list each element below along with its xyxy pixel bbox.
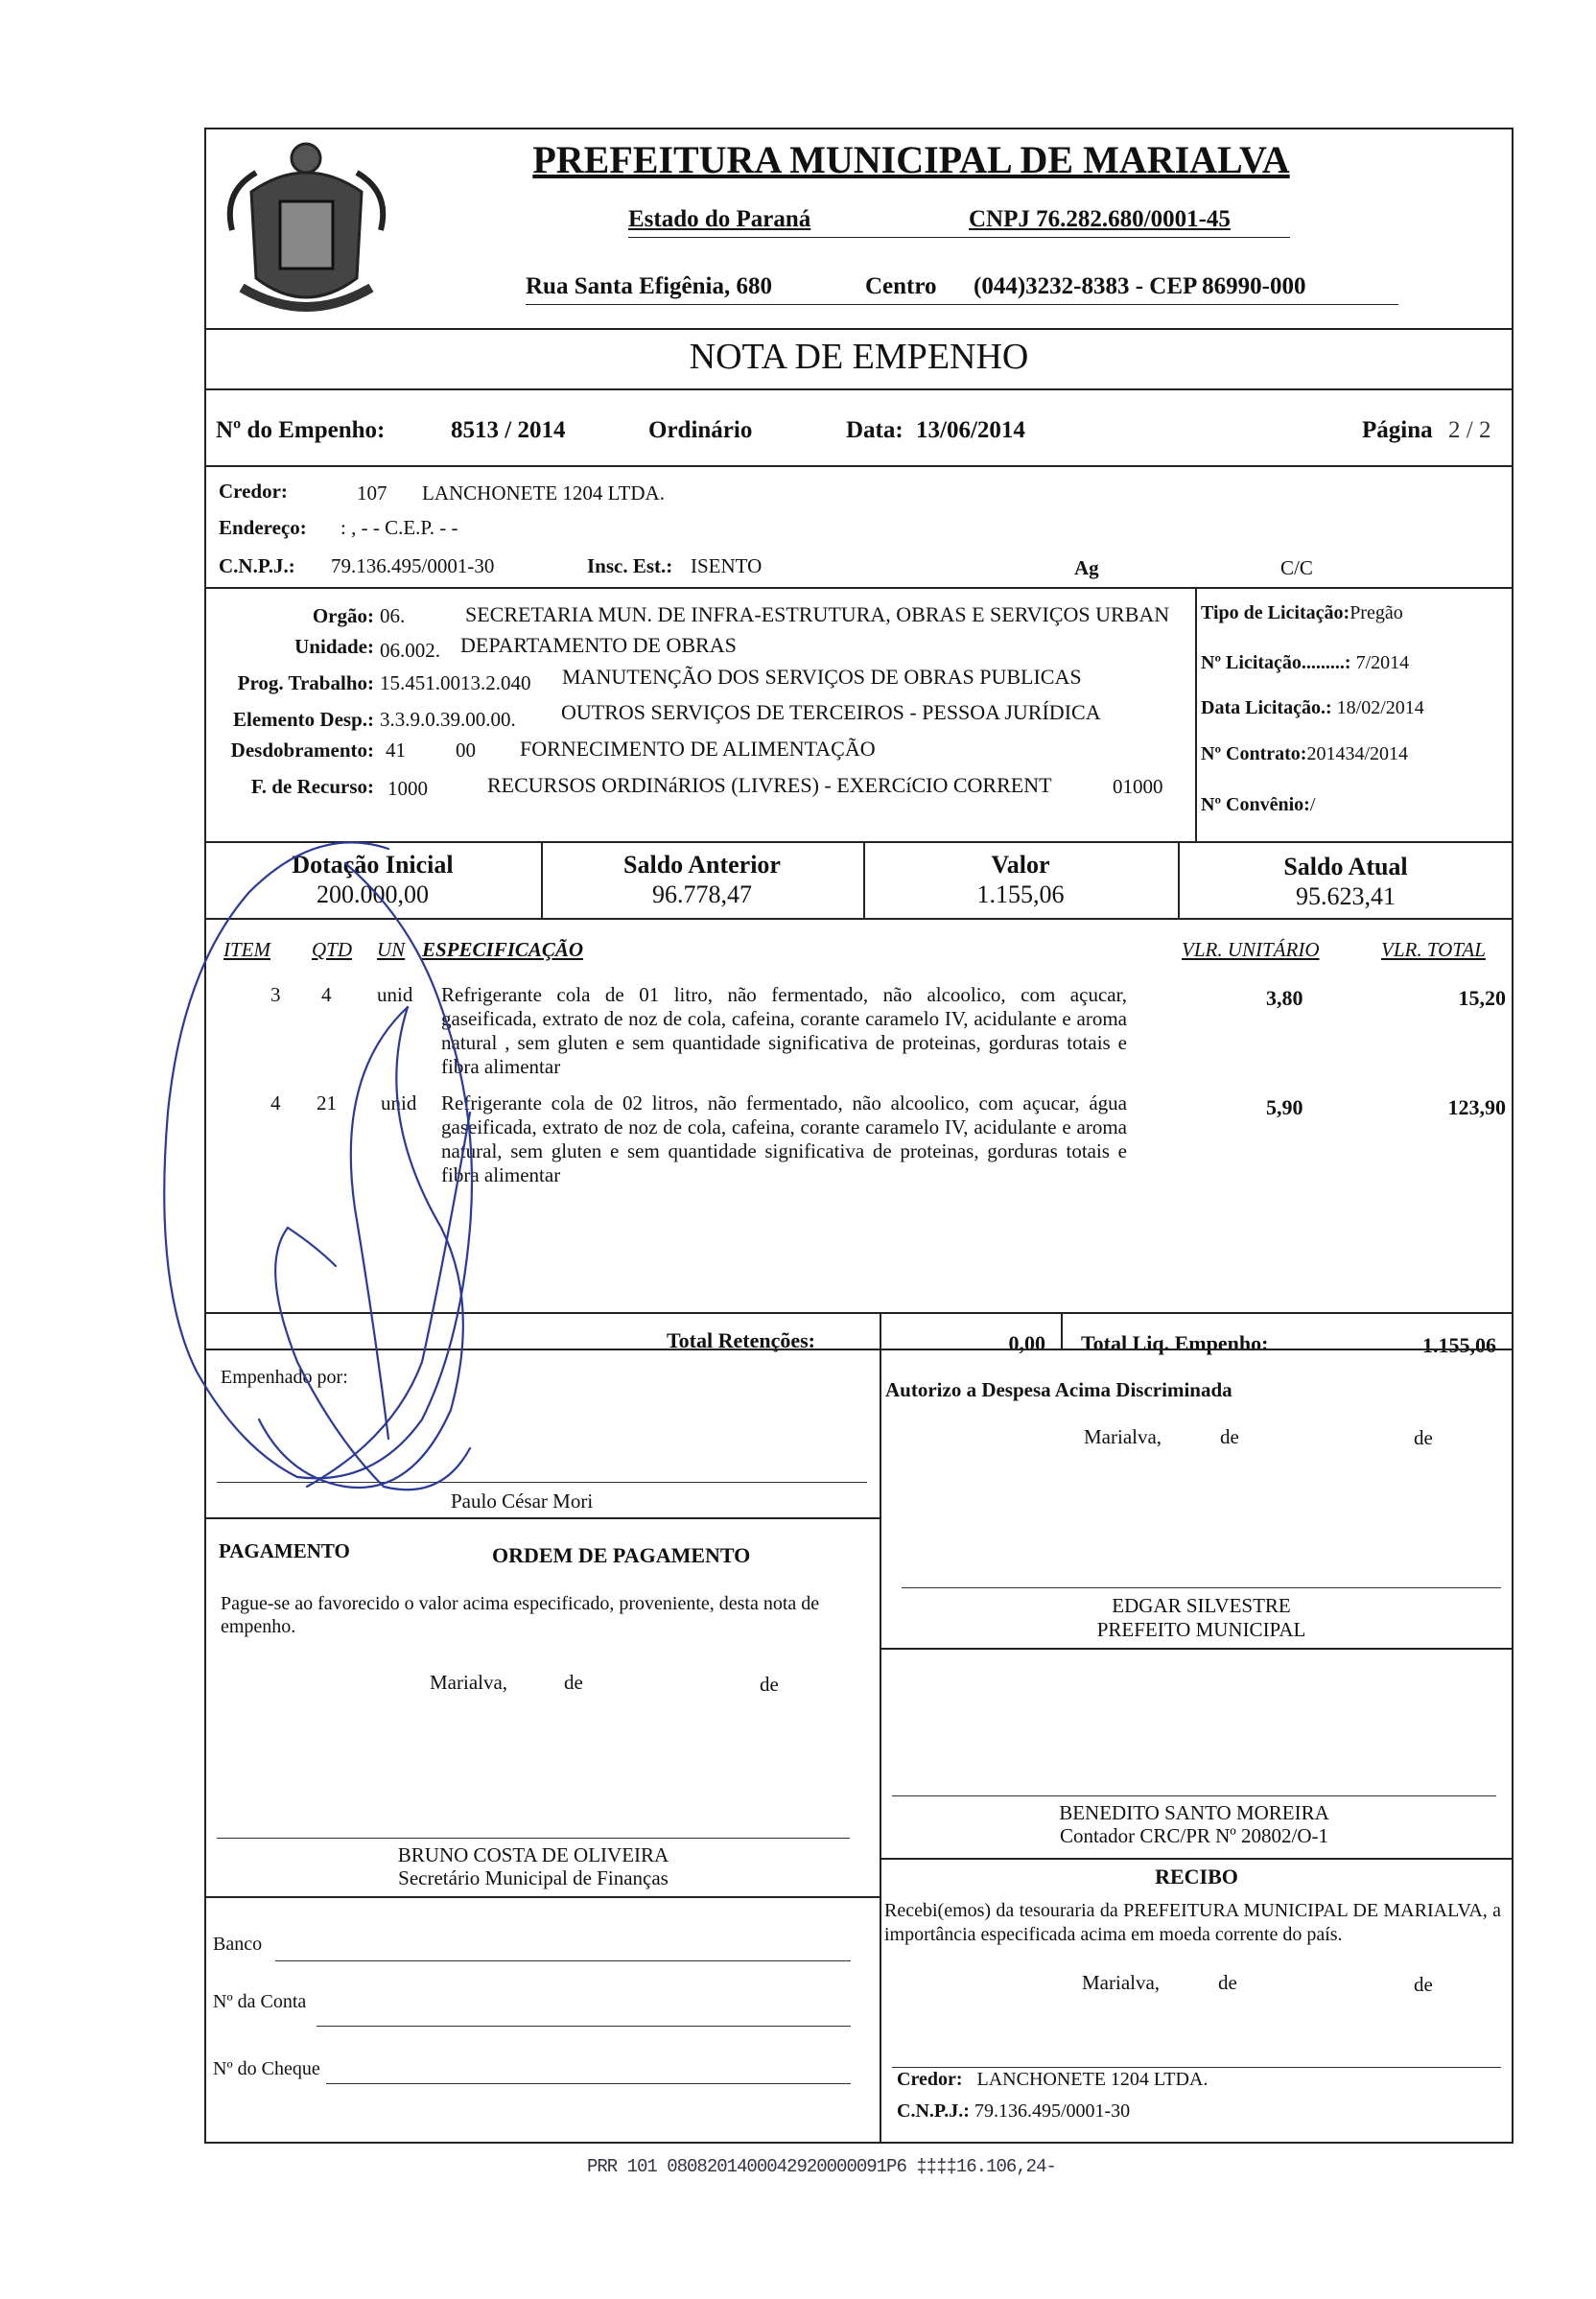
prefeito-title: PREFEITO MUNICIPAL <box>1096 1618 1306 1641</box>
item-un: unid <box>381 1091 417 1114</box>
autorizo-place: Marialva, <box>1084 1425 1162 1448</box>
credor-name: LANCHONETE 1204 LTDA. <box>422 481 665 504</box>
item-total: 123,90 <box>1447 1095 1506 1119</box>
coat-of-arms-seal <box>213 134 400 336</box>
divider-vertical <box>1195 587 1197 841</box>
autorizo-label: Autorizo a Despesa Acima Discriminada <box>885 1378 1232 1401</box>
empenhado-label: Empenhado por: <box>221 1367 348 1388</box>
col-vlr-unit: VLR. UNITÁRIO <box>1182 938 1320 961</box>
recurso-label: F. de Recurso: <box>250 775 374 798</box>
desdob-a: 41 <box>386 739 406 762</box>
retencoes-value: 0,00 <box>1008 1331 1045 1355</box>
saldo-anterior-label: Saldo Anterior <box>623 851 781 879</box>
col-item: ITEM <box>223 938 270 961</box>
signature-line <box>892 1795 1496 1796</box>
divider-vertical <box>1061 1312 1063 1349</box>
pague-de1: de <box>564 1671 583 1694</box>
divider <box>880 1858 1514 1860</box>
address-district: Centro <box>865 273 937 299</box>
cheque-field[interactable] <box>326 2083 851 2084</box>
signature-line <box>217 1838 850 1839</box>
licitacao-convenio-value: / <box>1309 794 1316 815</box>
item-qtd: 21 <box>317 1091 337 1114</box>
doc-title: NOTA DE EMPENHO <box>689 337 1029 377</box>
item-desc: Refrigerante cola de 01 litro, não fermentado, não alcoolico, com açucar, gaseificada, extrato de noz de cola, cafeina, corante caramelo IV, acidulante e aroma natural , sem gluten e sem quantidade significativa de proteinas, gorduras totais e fibra alimentar <box>441 983 1127 1078</box>
empenho-date-label: Data: <box>846 417 904 443</box>
licitacao-contrato-label: Nº Contrato: <box>1201 743 1307 764</box>
recibo-text: Recebi(emos) da tesouraria da PREFEITURA MUNICIPAL DE MARIALVA, a importância especificada acima em moeda corrente do país. <box>884 1900 1501 1945</box>
cnpj-value: 79.136.495/0001-30 <box>331 554 495 577</box>
licitacao-tipo <box>1201 602 1403 624</box>
insc-value: ISENTO <box>691 554 763 577</box>
ordem-label: ORDEM DE PAGAMENTO <box>492 1543 751 1567</box>
saldo-atual-label: Saldo Atual <box>1283 853 1408 880</box>
recibo-cnpj-label: C.N.P.J.: <box>897 2100 970 2122</box>
liq-value: 1.155,06 <box>1422 1333 1496 1357</box>
item-qtd: 4 <box>321 983 332 1006</box>
divider <box>204 587 1514 589</box>
divider <box>204 328 1514 330</box>
licitacao-contrato-value: 201434/2014 <box>1306 743 1409 764</box>
item-number: 3 <box>270 983 281 1006</box>
licitacao-data <box>1201 697 1424 719</box>
divider <box>204 388 1514 390</box>
licitacao-tipo-value: Pregão <box>1350 602 1403 623</box>
recibo-de2: de <box>1414 1973 1433 1996</box>
prog-label: Prog. Trabalho: <box>237 671 374 694</box>
empenho-type: Ordinário <box>648 417 753 443</box>
secretario-title: Secretário Municipal de Finanças <box>398 1866 669 1889</box>
state-label: Estado do Paraná <box>628 206 811 232</box>
unidade-desc: DEPARTAMENTO DE OBRAS <box>460 633 737 657</box>
retencoes-label: Total Retenções: <box>667 1328 815 1352</box>
footer-code: PRR 101 0808201400042920000091P6 ‡‡‡‡16.106,24- <box>587 2156 1056 2177</box>
cc-label: C/C <box>1280 556 1313 579</box>
empenhado-name: Paulo César Mori <box>451 1490 594 1513</box>
recurso-code2: 01000 <box>1113 775 1163 798</box>
recibo-cnpj <box>897 2100 1130 2123</box>
item-unit-price: 5,90 <box>1266 1095 1303 1119</box>
licitacao-num-label: Nº Licitação.........: <box>1201 652 1351 673</box>
conta-field[interactable] <box>317 2026 851 2027</box>
signature-line <box>902 1587 1501 1588</box>
item-un: unid <box>377 983 413 1006</box>
valor-value: 1.155,06 <box>976 880 1065 908</box>
endereco-label: Endereço: <box>219 516 307 539</box>
insc-label: Insc. Est.: <box>587 554 673 577</box>
divider-vertical <box>880 1312 881 1349</box>
prefeitura-title: PREFEITURA MUNICIPAL DE MARIALVA <box>532 138 1290 181</box>
ag-label: Ag <box>1074 556 1099 579</box>
item-total: 15,20 <box>1458 986 1506 1010</box>
page-label: Página <box>1362 417 1433 443</box>
contador-name: BENEDITO SANTO MOREIRA <box>1059 1801 1329 1824</box>
divider <box>204 1896 880 1898</box>
orgao-label: Orgão: <box>312 604 374 627</box>
col-espec: ESPECIFICAÇÃO <box>422 938 584 961</box>
licitacao-convenio-label: Nº Convênio: <box>1201 794 1310 815</box>
empenho-number: 8513 / 2014 <box>451 417 566 443</box>
item-desc: Refrigerante cola de 02 litros, não fermentado, não alcoolico, com açucar, água gaseificada, extrato de noz de cola, cafeina, corante caramelo IV, acidulante e aroma natural, sem gluten e sem quantidade significativa de proteinas, gorduras totais e fibra alimentar <box>441 1091 1127 1186</box>
recibo-credor <box>897 2069 1208 2091</box>
endereco-value: : , - - C.E.P. - - <box>340 516 458 539</box>
valor-label: Valor <box>991 851 1050 879</box>
licitacao-num-value: 7/2014 <box>1355 652 1410 673</box>
credor-code: 107 <box>357 481 387 504</box>
contador-title: Contador CRC/PR Nº 20802/O-1 <box>1059 1824 1329 1847</box>
banco-label: Banco <box>213 1934 263 1955</box>
address-phone-cep: (044)3232-8383 - CEP 86990-000 <box>974 273 1306 299</box>
unidade-code: 06.002. <box>380 639 440 662</box>
recibo-credor-label: Credor: <box>897 2069 963 2090</box>
pague-de2: de <box>760 1673 779 1696</box>
col-un: UN <box>377 938 406 961</box>
divider <box>204 465 1514 467</box>
licitacao-data-value: 18/02/2014 <box>1336 697 1424 718</box>
prog-desc: MANUTENÇÃO DOS SERVIÇOS DE OBRAS PUBLICAS <box>562 665 1082 689</box>
prog-code: 15.451.0013.2.040 <box>380 671 531 694</box>
recurso-code: 1000 <box>387 777 428 800</box>
signature-line <box>892 2067 1501 2068</box>
dotacao-label: Dotação Inicial <box>292 851 454 879</box>
conta-label: Nº da Conta <box>213 1991 307 2012</box>
state-underline <box>628 237 1290 238</box>
prefeito-name: EDGAR SILVESTRE <box>1112 1594 1291 1617</box>
col-vlr-total: VLR. TOTAL <box>1381 938 1486 961</box>
divider-vertical <box>880 1349 881 2144</box>
desdob-b: 00 <box>456 739 476 762</box>
recibo-place: Marialva, <box>1082 1971 1161 1994</box>
cnpj-label: C.N.P.J.: <box>219 554 295 577</box>
recibo-de1: de <box>1218 1971 1237 1994</box>
page-number: 2 / 2 <box>1448 417 1491 443</box>
col-qtd: QTD <box>312 938 353 961</box>
licitacao-convenio <box>1201 794 1315 816</box>
saldo-anterior-value: 96.778,47 <box>652 880 752 908</box>
licitacao-tipo-label: Tipo de Licitação: <box>1201 602 1350 623</box>
cheque-label: Nº do Cheque <box>213 2058 320 2079</box>
licitacao-data-label: Data Licitação.: <box>1201 697 1332 718</box>
pague-text: Pague-se ao favorecido o valor acima especificado, proveniente, desta nota de empenho. <box>221 1593 820 1637</box>
address-street: Rua Santa Efigênia, 680 <box>526 273 772 299</box>
licitacao-contrato <box>1201 743 1408 765</box>
licitacao-num <box>1201 652 1409 674</box>
item-unit-price: 3,80 <box>1266 986 1303 1010</box>
orgao-desc: SECRETARIA MUN. DE INFRA-ESTRUTURA, OBRAS E SERVIÇOS URBAN <box>465 602 1170 626</box>
saldo-atual-value: 95.623,41 <box>1296 882 1396 910</box>
address-underline <box>526 304 1398 305</box>
elemento-desc: OUTROS SERVIÇOS DE TERCEIROS - PESSOA JURÍDICA <box>561 700 1101 724</box>
pague-place: Marialva, <box>430 1671 508 1694</box>
recibo-cnpj-value: 79.136.495/0001-30 <box>974 2100 1131 2122</box>
pagamento-label: PAGAMENTO <box>219 1539 350 1562</box>
divider <box>204 1517 880 1519</box>
elemento-code: 3.3.9.0.39.00.00. <box>380 708 516 731</box>
dotacao-value: 200.000,00 <box>317 880 429 908</box>
recibo-credor-value: LANCHONETE 1204 LTDA. <box>976 2069 1209 2090</box>
empenho-number-label: Nº do Empenho: <box>216 417 386 443</box>
autorizo-de1: de <box>1220 1425 1239 1448</box>
unidade-label: Unidade: <box>294 635 374 658</box>
recibo-title: RECIBO <box>1155 1865 1238 1888</box>
desdob-desc: FORNECIMENTO DE ALIMENTAÇÃO <box>520 737 876 761</box>
item-number: 4 <box>270 1091 281 1114</box>
desdob-label: Desdobramento: <box>230 739 374 762</box>
cnpj-label: CNPJ 76.282.680/0001-45 <box>969 206 1231 232</box>
pen-signature-drawing <box>153 825 691 1496</box>
liq-label: Total Liq. Empenho: <box>1081 1331 1269 1355</box>
credor-label: Credor: <box>219 480 288 503</box>
empenho-date: 13/06/2014 <box>916 417 1025 443</box>
orgao-code: 06. <box>380 604 406 627</box>
autorizo-de2: de <box>1414 1426 1433 1449</box>
banco-field[interactable] <box>275 1960 851 1961</box>
elemento-label: Elemento Desp.: <box>233 708 374 731</box>
recurso-desc: RECURSOS ORDINáRIOS (LIVRES) - EXERCíCIO CORRENT <box>487 773 1052 797</box>
divider <box>880 1648 1514 1650</box>
secretario-name: BRUNO COSTA DE OLIVEIRA <box>397 1843 669 1866</box>
